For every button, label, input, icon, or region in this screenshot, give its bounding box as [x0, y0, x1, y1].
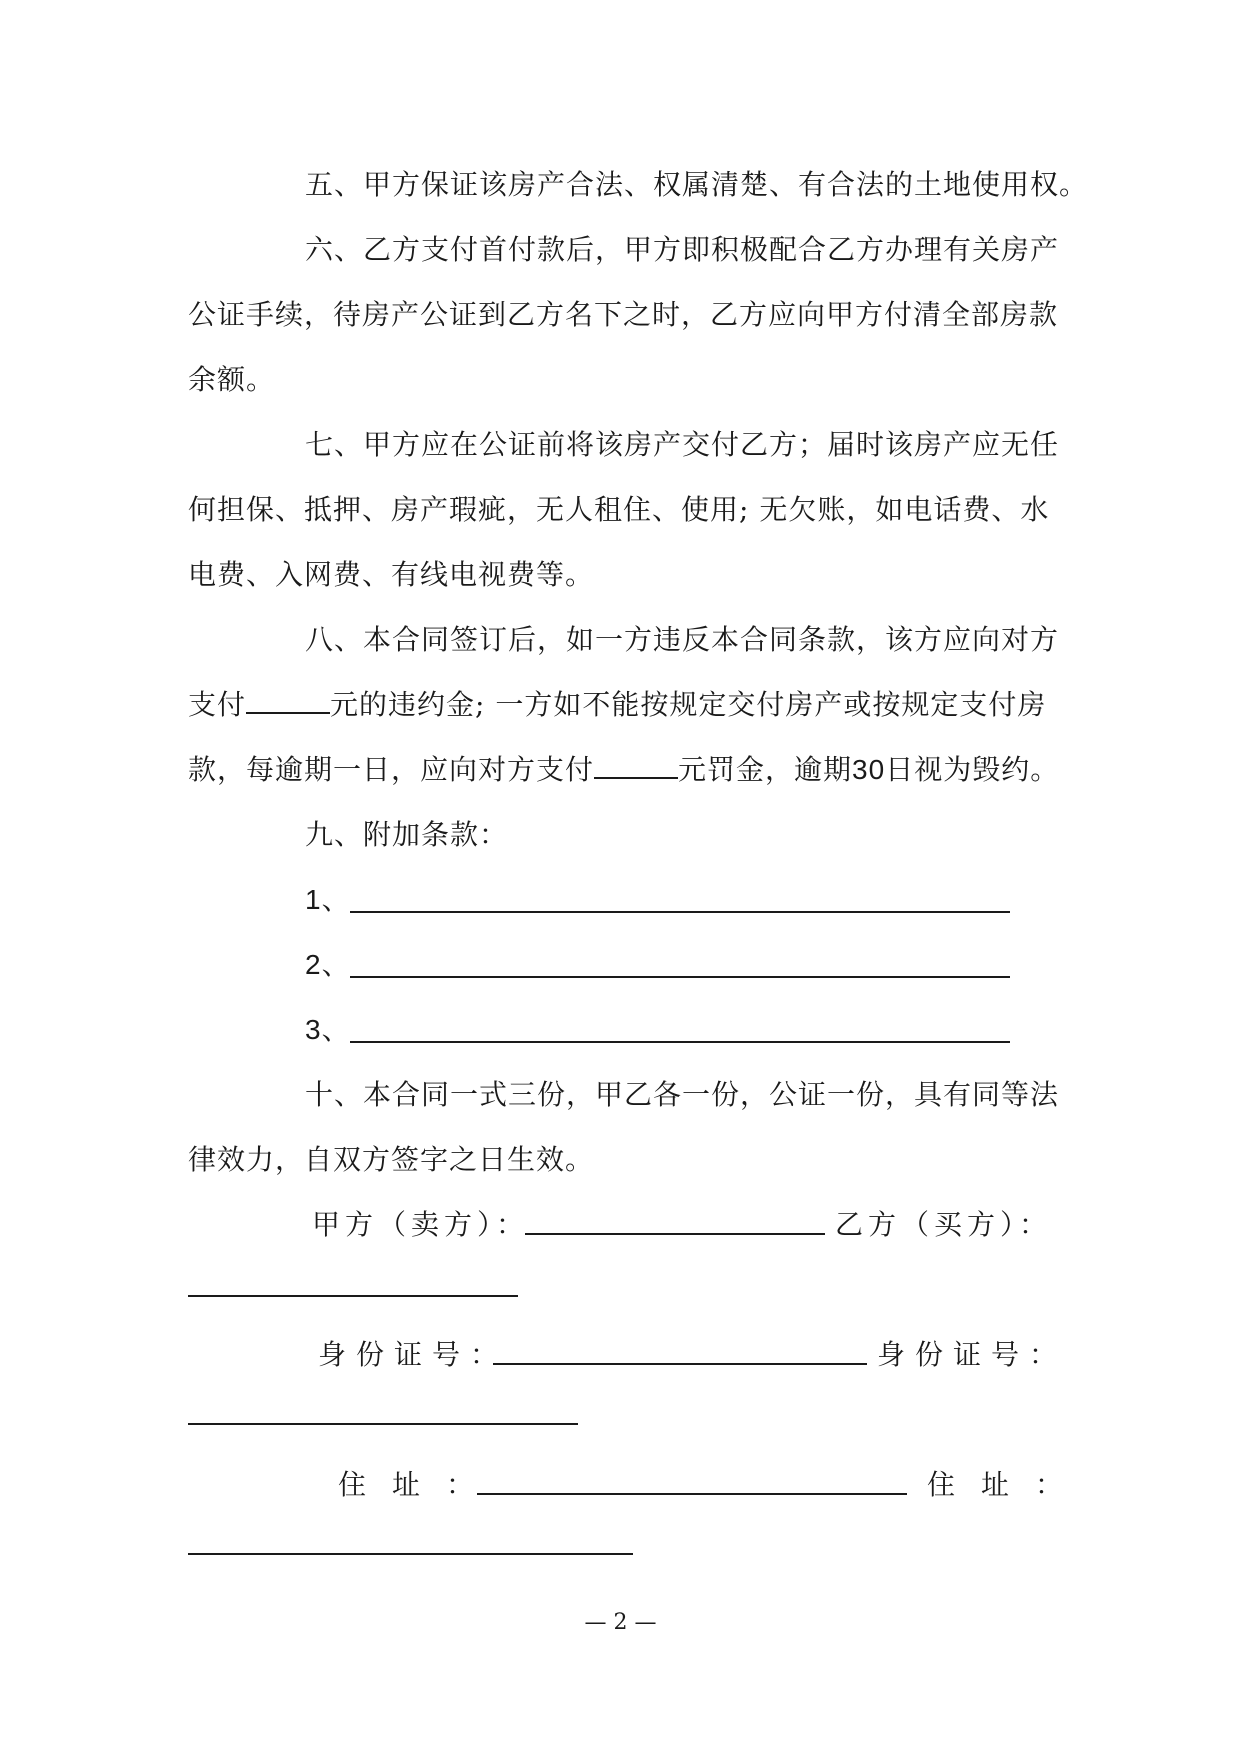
additional-item-3-blank[interactable] [350, 1041, 1010, 1043]
clause-8-line-2 [188, 685, 1046, 725]
address-a-blank[interactable] [477, 1493, 907, 1495]
clause-8-pay-label: 支付 [188, 688, 247, 721]
clause-6-line-1: 六、乙方支付首付款后，甲方即积极配合乙方办理有关房产 [305, 233, 1060, 266]
clause-8-line-3-start: 款，每逾期一日，应向对方支付 [188, 753, 595, 786]
clause-7-line-2: 何担保、抵押、房产瑕疵，无人租住、使用; 无欠账，如电话费、水 [188, 493, 1050, 526]
party-b-label: 乙方（买方）： [835, 1208, 1053, 1241]
clause-10-line-2: 律效力，自双方签字之日生效。 [188, 1143, 595, 1176]
clause-8-days: 30 [852, 754, 886, 785]
id-a-blank[interactable] [493, 1363, 867, 1365]
page-number: — 2 — [584, 1610, 657, 1635]
address-b-label: 住址： [927, 1468, 1090, 1501]
additional-item-3-label: 3、 [305, 1014, 351, 1045]
clause-10-line-1: 十、本合同一式三份，甲乙各一份，公证一份，具有同等法 [305, 1078, 1060, 1111]
additional-item-1-label: 1、 [305, 884, 351, 915]
additional-item-2-blank[interactable] [350, 976, 1010, 978]
daily-fine-blank[interactable] [594, 751, 678, 779]
address-b-blank[interactable] [188, 1553, 633, 1555]
clause-9-title: 九、附加条款： [305, 818, 509, 851]
penalty-amount-blank[interactable] [246, 686, 330, 714]
id-b-blank[interactable] [188, 1423, 578, 1425]
party-a-blank[interactable] [525, 1233, 825, 1235]
party-b-blank[interactable] [188, 1295, 518, 1297]
additional-item-2-label: 2、 [305, 949, 351, 980]
clause-8-line-1: 八、本合同签订后，如一方违反本合同条款，该方应向对方 [305, 623, 1060, 656]
clause-6-line-2: 公证手续，待房产公证到乙方名下之时，乙方应向甲方付清全部房款 [188, 298, 1059, 331]
party-a-label: 甲方（卖方）： [312, 1208, 530, 1241]
id-b-label: 身份证号： [877, 1338, 1068, 1371]
clause-6-line-3: 余额。 [188, 363, 276, 396]
clause-8-line-3-end: 日视为毁约。 [885, 753, 1060, 786]
clause-8-line-3 [188, 750, 1059, 790]
clause-8-line-3-mid: 元罚金，逾期 [678, 753, 853, 786]
clause-7-line-3: 电费、入网费、有线电视费等。 [188, 558, 595, 591]
additional-item-1-blank[interactable] [350, 911, 1010, 913]
id-a-label: 身份证号： [318, 1338, 509, 1371]
address-a-label: 住址： [338, 1468, 501, 1501]
clause-5: 五、甲方保证该房产合法、权属清楚、有合法的土地使用权。 [305, 168, 1089, 201]
clause-8-line-2-rest: 元的违约金; 一方如不能按规定交付房产或按规定支付房 [330, 688, 1047, 721]
clause-7-line-1: 七、甲方应在公证前将该房产交付乙方；届时该房产应无任 [305, 428, 1060, 461]
